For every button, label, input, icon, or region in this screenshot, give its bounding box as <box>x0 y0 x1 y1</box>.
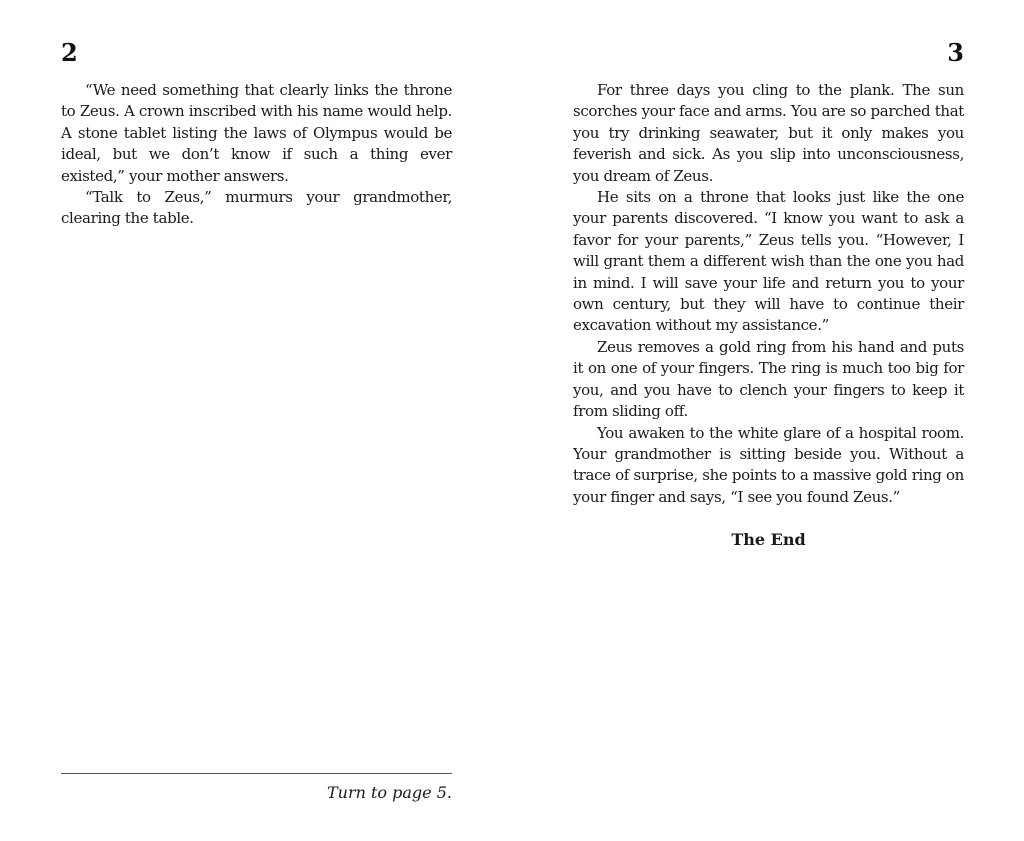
page-number-left: 2 <box>61 38 78 67</box>
left-page-text <box>61 80 452 230</box>
paragraph: “Talk to Zeus,” murmurs your grandmother, clearing the table. <box>61 188 452 228</box>
left-page <box>61 0 452 841</box>
right-page <box>573 0 964 841</box>
paragraph: He sits on a throne that looks just like the one your parents discovered. “I know you want to ask a favor for your parents,” Zeus tells you. “However, I will grant them a different wish than the one you had in mind. I will save your life and return you to your own century, but they will have to continue their excavation without my assistance.” <box>573 188 964 335</box>
turn-to-page-instruction: Turn to page 5. <box>326 783 452 802</box>
the-end-label: The End <box>731 530 806 550</box>
footer-divider <box>61 773 452 774</box>
paragraph: For three days you cling to the plank. The sun scorches your face and arms. You are so parched that you try drinking seawater, but it only makes you feverish and sick. As you slip into unconsciousness, you dream of Zeus. <box>573 81 964 185</box>
page-number-right: 3 <box>947 38 964 67</box>
paragraph: You awaken to the white glare of a hospital room. Your grandmother is sitting beside you. Without a trace of surprise, she points to a massive gold ring on your finger and says, “I see you found Zeus.” <box>573 423 964 506</box>
paragraph: “We need something that clearly links the throne to Zeus. A crown inscribed with his name would help. A stone tablet listing the laws of Olympus would be ideal, but we don’t know if such a thing ever existed,” your mother answers. <box>61 81 452 185</box>
paragraph: Zeus removes a gold ring from his hand and puts it on one of your fingers. The ring is much too big for you, and you have to clench your fingers to keep it from sliding off. <box>573 337 964 421</box>
right-page-text <box>573 80 964 550</box>
